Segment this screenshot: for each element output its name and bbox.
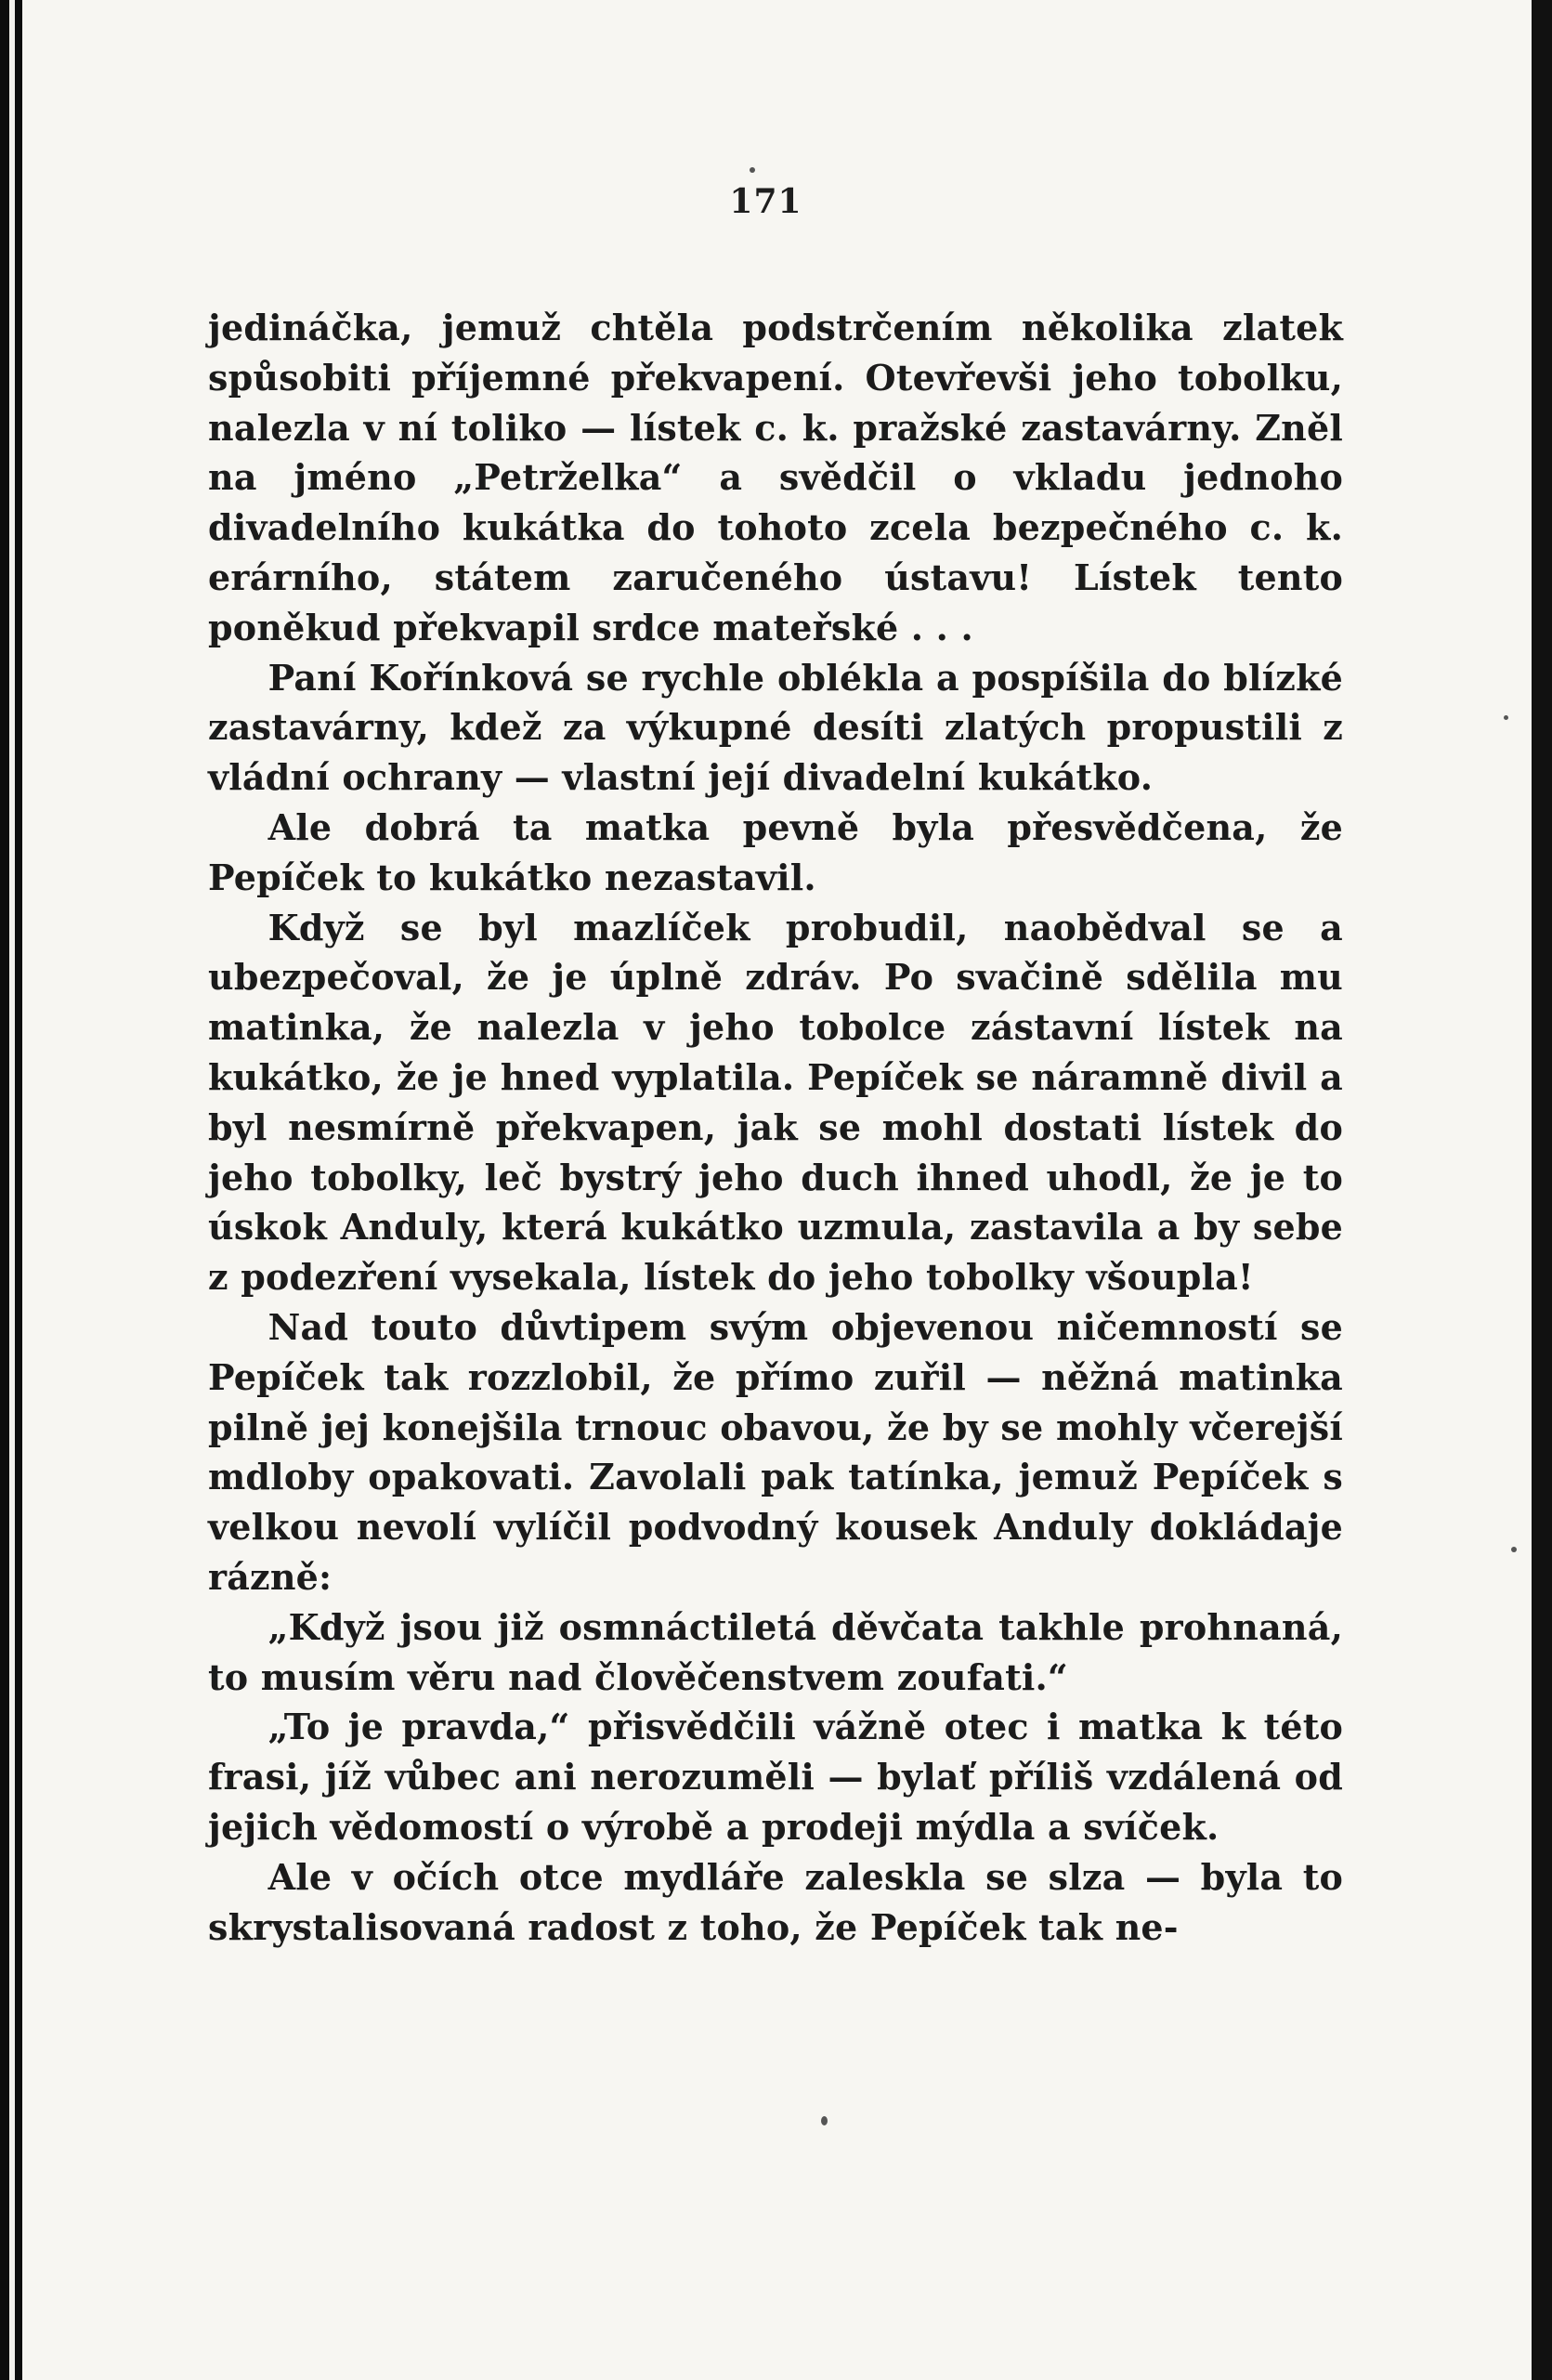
paragraph: „To je pravda,“ přisvědčili vážně otec i matka k této frasi, jíž vůbec ani nerozuměli — bylať příliš vzdálená od jejich vědomostí o výrobě a prodeji mýdla a svíček. [208,1706,1343,1848]
paragraph: Nad touto důvtipem svým objevenou ničemností se Pepíček tak rozzlobil, že přímo zuřil — něžná matinka pilně jej konejšila trnouc obavou, že by se mohly včerejší mdloby opakovati. Zavolali pak tatínka, jemuž Pepíček s velkou nevolí vylíčil podvodný kousek Anduly dokládaje rázně: [208,1305,1343,1598]
paragraph: Ale v očích otce mydláře zaleskla se slza — byla to skrystalisovaná radost z toho, že Pepíček tak ne- [208,1855,1343,1948]
ink-speck [821,2116,828,2125]
ink-speck [750,167,755,173]
ink-speck [1504,715,1508,720]
paragraph: jedináčka, jemuž chtěla podstrčením několika zlatek spůsobiti příjemné překvapení. Otevřevši jeho tobolku, nalezla v ní toliko — lístek c. k. pražské zastavárny. Zněl na jméno „Petrželka“ a svědčil o vkladu jednoho divadelního kukátka do tohoto zcela bezpečného c. k. erárního, státem zaručeného ústavu! Lístek tento poněkud překvapil srdce mateřské . . . [208,307,1343,648]
body-text [208,303,1343,1952]
page-left-edge [0,0,22,2380]
page-right-edge [1532,0,1552,2380]
paragraph: „Když jsou již osmnáctiletá děvčata takhle prohnaná, to musím věru nad člověčenstvem zoufati.“ [208,1605,1343,1698]
book-page [22,0,1532,2380]
paragraph: Když se byl mazlíček probudil, naobědval se a ubezpečoval, že je úplně zdráv. Po svačině sdělila mu matinka, že nalezla v jeho tobolce zástavní lístek na kukátko, že je hned vyplatila. Pepíček se náramně divil a byl nesmírně překvapen, jak se mohl dostati lístek do jeho tobolky, leč bystrý jeho duch ihned uhodl, že je to úskok Anduly, která kukátko uzmula, zastavila a by sebe z podezření vysekala, lístek do jeho tobolky všoupla! [208,906,1343,1299]
ink-speck [1511,1547,1517,1552]
paragraph: Ale dobrá ta matka pevně byla přesvědčena, že Pepíček to kukátko nezastavil. [208,805,1343,898]
paragraph: Paní Kořínková se rychle oblékla a pospíšila do blízké zastavárny, kdež za výkupné desíti zlatých propustili z vládní ochrany — vlastní její divadelní kukátko. [208,656,1343,799]
page-number: 171 [729,182,802,221]
